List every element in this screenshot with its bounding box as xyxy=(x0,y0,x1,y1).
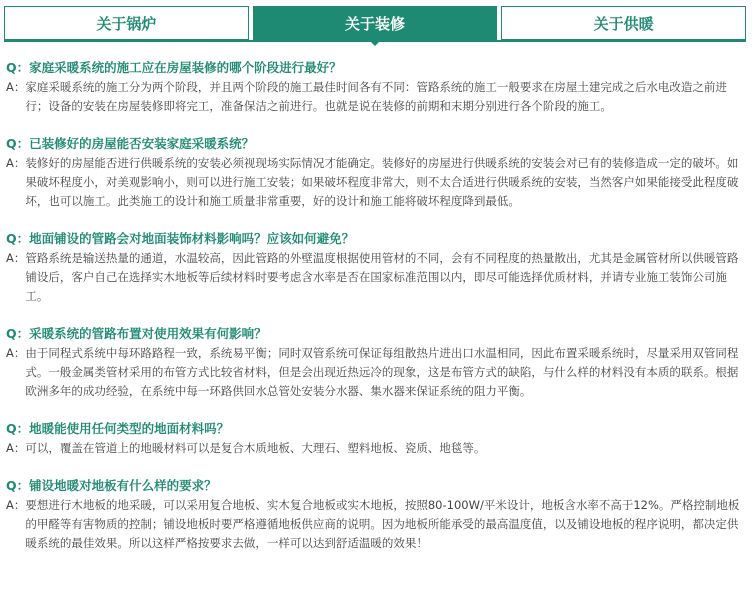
faq-question: Q：地暖能使用任何类型的地面材料吗？ xyxy=(6,421,230,436)
tab-boiler[interactable]: 关于锅炉 xyxy=(4,6,249,40)
faq-question: Q：地面铺设的管路会对地面装饰材料影响吗？应该如何避免？ xyxy=(6,231,355,246)
faq-answer: A： 管路系统是输送热量的通道，水温较高，因此管路的外壁温度根据使用管材的不同，会有不同程度的热量散出，尤其是金属管材所以供暖管路铺设后，客户自己在选择实木地板等后续材料时要考虑含水率是否在国家标准范围以内，即尽可能选择优质材料，并请专业施工装饰公司施工。 xyxy=(6,251,739,303)
faq-item xyxy=(6,419,746,458)
faq-answer: A： 由于同程式系统中每环路路程一致，系统易平衡；同时双管系统可保证每组散热片进出口水温相同，因此布置采暖系统时，尽量采用双管同程式。一般金属类管材采用的布管方式比较省材料，但是会出现近热远冷的现象，这是布管方式的缺陷，与什么样的材料没有本质的联系。根据欧洲多年的成功经验，在系统中每一环路供回水总管处安装分水器、集水器来保证系统的阻力平衡。 xyxy=(6,346,739,398)
faq-item xyxy=(6,134,746,211)
faq-item xyxy=(6,58,746,116)
faq-question: Q：铺设地暖对地板有什么样的要求？ xyxy=(6,478,217,493)
tab-underline xyxy=(4,40,746,42)
faq-answer: A： 可以，覆盖在管道上的地暖材料可以是复合木质地板、大理石、塑料地板、瓷质、地毯等。 xyxy=(6,441,486,455)
faq-answer: A： 装修好的房屋能否进行供暖系统的安装必须视现场实际情况才能确定。装修好的房屋进行供暖系统的安装会对已有的装修造成一定的破坏。如果破坏程度小，对美观影响小，则可以进行施工安装；如果破坏程度非常大，则不太合适进行供暖系统的安装，当然客户如果能接受此程度破坏，也可以施工。此类施工的设计和施工质量非常重要，好的设计和施工能将破坏程度降到最低。 xyxy=(6,156,739,208)
faq-question: Q：采暖系统的管路布置对使用效果有何影响？ xyxy=(6,326,267,341)
faq-item xyxy=(6,324,746,401)
faq-item xyxy=(6,476,746,553)
faq-list xyxy=(6,58,746,571)
faq-question: Q：已装修好的房屋能否安装家庭采暖系统？ xyxy=(6,136,255,151)
faq-answer: A： 家庭采暖系统的施工分为两个阶段，并且两个阶段的施工最佳时间各有不同：管路系统的施工一般要求在房屋土建完成之后水电改造之前进行；设备的安装在房屋装修即将完工，准备保洁之前进行。也就是说在装修的前期和末期分别进行各个阶段的施工。 xyxy=(6,80,727,113)
faq-item xyxy=(6,229,746,306)
tab-decoration[interactable]: 关于装修 xyxy=(253,6,498,40)
tab-bar xyxy=(4,6,746,40)
faq-answer: A： 要想进行木地板的地采暖，可以采用复合地板、实木复合地板或实木地板，按照80-100W/平米设计，地板含水率不高于12%。严格控制地板的甲醛等有害物质的控制；铺设地板时要严格遵循地板供应商的说明。因为地板所能承受的最高温度值，以及铺设地板的程序说明，都决定供暖系统的最佳效果。所以这样严格按要求去做，一样可以达到舒适温暖的效果！ xyxy=(6,498,740,550)
tab-heating[interactable]: 关于供暖 xyxy=(501,6,746,40)
faq-question: Q：家庭采暖系统的施工应在房屋装修的哪个阶段进行最好？ xyxy=(6,60,342,75)
